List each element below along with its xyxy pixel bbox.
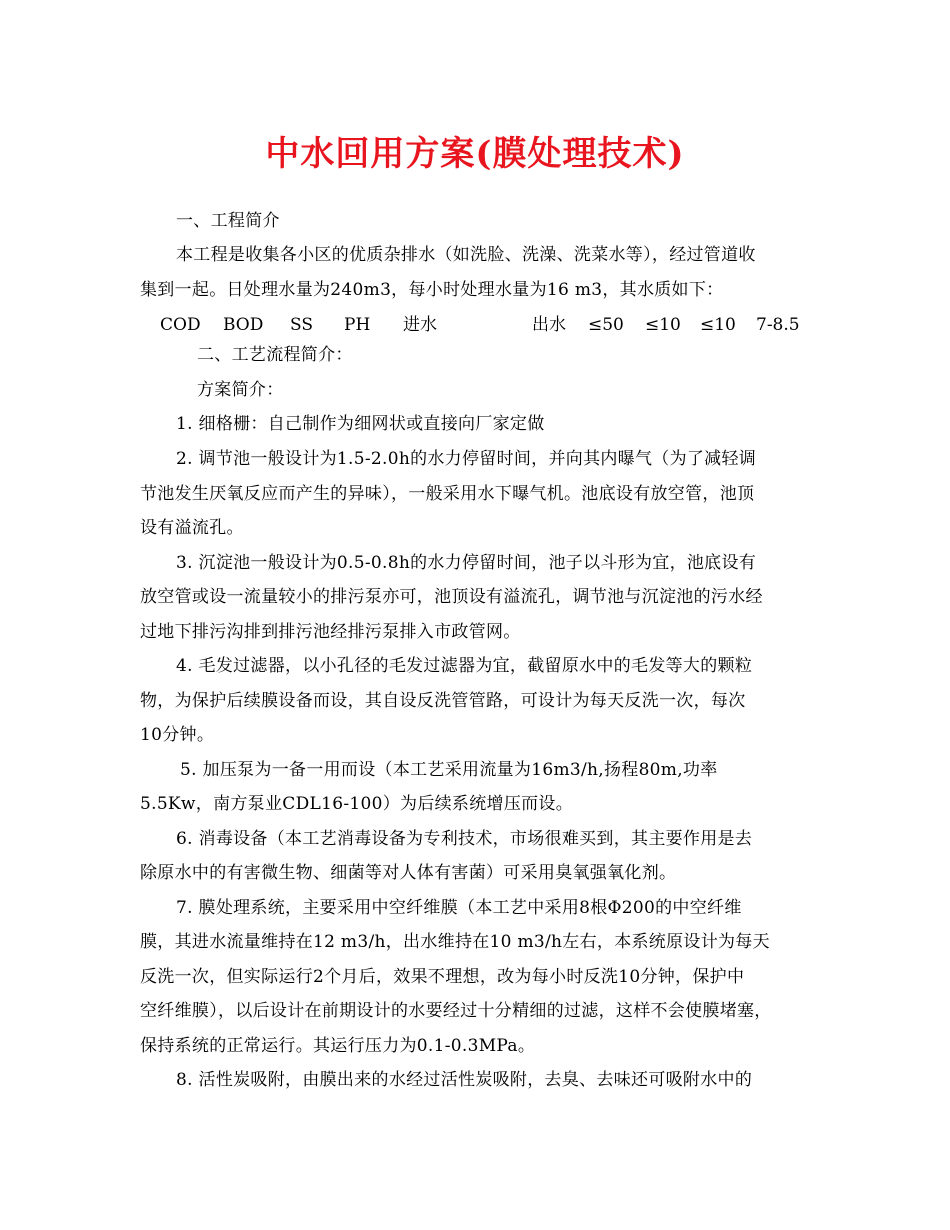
section-heading-process-overview: 二、工艺流程简介： — [197, 345, 353, 365]
item-7-line: 7. 膜处理系统，主要采用中空纤维膜（本工艺中采用8根Φ200的中空纤维 — [176, 898, 742, 918]
item-2-line: 2. 调节池一般设计为1.5-2.0h的水力停留时间，并向其内曝气（为了减轻调 — [176, 449, 757, 469]
item-1-line: 1. 细格栅：自己制作为细网状或直接向厂家定做 — [176, 414, 545, 434]
quality-label-cod: COD — [160, 315, 201, 335]
section-heading-project-overview: 一、工程简介 — [176, 211, 280, 231]
quality-value-ss: ≤10 — [700, 315, 736, 335]
quality-label-outflow: 出水 — [532, 315, 566, 335]
quality-value-ph: 7-8.5 — [756, 315, 800, 335]
item-3-line: 过地下排污沟排到排污池经排污泵排入市政管网。 — [140, 622, 521, 642]
quality-value-cod: ≤50 — [588, 315, 624, 335]
item-7-line: 空纤维膜），以后设计在前期设计的水要经过十分精细的过滤，这样不会使膜堵塞， — [140, 1001, 772, 1021]
item-7-line: 保持系统的正常运行。其运行压力为0.1-0.3MPa。 — [140, 1036, 536, 1056]
item-6-line: 除原水中的有害微生物、细菌等对人体有害菌）可采用臭氧强氧化剂。 — [140, 863, 677, 883]
item-3-line: 3. 沉淀池一般设计为0.5-0.8h的水力停留时间，池子以斗形为宜，池底设有 — [176, 553, 757, 573]
item-2-line: 设有溢流孔。 — [140, 518, 244, 538]
item-8-line: 8. 活性炭吸附，由膜出来的水经过活性炭吸附，去臭、去味还可吸附水中的 — [176, 1070, 753, 1090]
item-7-line: 膜，其进水流量维持在12 m3/h，出水维持在10 m3/h左右，本系统原设计为每天 — [140, 932, 770, 952]
quality-value-bod: ≤10 — [645, 315, 681, 335]
document-title: 中水回用方案(膜处理技术) — [265, 134, 685, 174]
item-2-line: 节池发生厌氧反应而产生的异味），一般采用水下曝气机。池底设有放空管，池顶 — [140, 484, 755, 504]
item-5-line: 5. 加压泵为一备一用而设（本工艺采用流量为16m3/h,扬程80m,功率 — [180, 760, 718, 780]
item-5-line: 5.5Kw，南方泵业CDL16-100）为后续系统增压而设。 — [140, 794, 574, 814]
paragraph-line: 本工程是收集各小区的优质杂排水（如洗脸、洗澡、洗菜水等），经过管道收 — [176, 245, 756, 265]
quality-label-ph: PH — [344, 315, 371, 335]
item-4-line: 4. 毛发过滤器，以小孔径的毛发过滤器为宜，截留原水中的毛发等大的颗粒 — [176, 656, 753, 676]
quality-label-inflow: 进水 — [403, 315, 437, 335]
quality-label-bod: BOD — [223, 315, 264, 335]
item-3-line: 放空管或设一流量较小的排污泵亦可，池顶设有溢流孔，调节池与沉淀池的污水经 — [140, 587, 763, 607]
item-6-line: 6. 消毒设备（本工艺消毒设备为专利技术，市场很难买到，其主要作用是去 — [176, 829, 753, 849]
item-4-line: 物，为保护后续膜设备而设，其自设反洗管管路，可设计为每天反洗一次，每次 — [140, 691, 746, 711]
paragraph-line: 集到一起。日处理水量为240m3，每小时处理水量为16 m3，其水质如下： — [140, 280, 724, 300]
item-7-line: 反洗一次，但实际运行2个月后，效果不理想，改为每小时反洗10分钟，保护中 — [140, 967, 745, 987]
item-4-line: 10分钟。 — [140, 725, 215, 745]
subheading-plan-overview: 方案简介： — [197, 380, 284, 400]
quality-label-ss: SS — [290, 315, 313, 335]
water-quality-row — [0, 314, 950, 336]
